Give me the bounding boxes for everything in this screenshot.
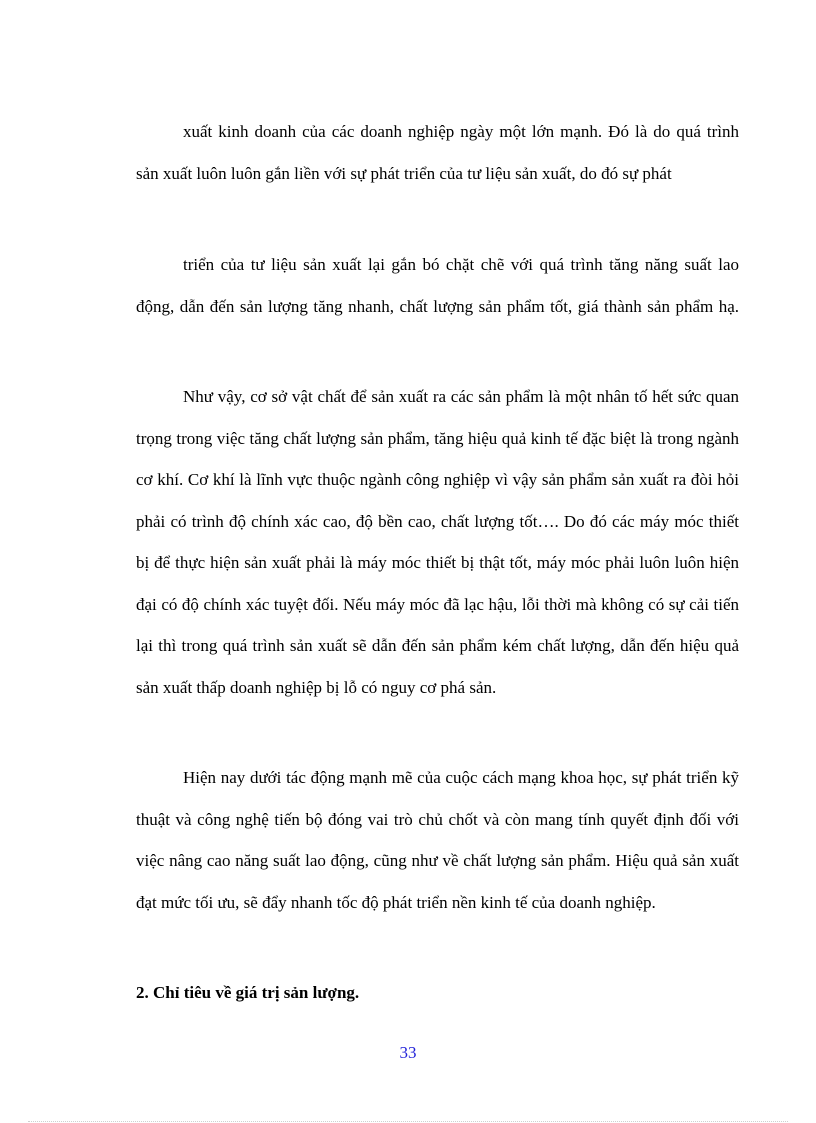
body-paragraph: Hiện nay dưới tác động mạnh mẽ của cuộc cách mạng khoa học, sự phát triển kỹ thuật và công nghệ tiến bộ đóng vai trò chủ chốt và còn mang tính quyết định đối với việc nâng cao năng suất lao động, cũng như về chất lượng sản phẩm. Hiệu quả sản xuất đạt mức tối ưu, sẽ đẩy nhanh tốc độ phát triển nền kinh tế của doanh nghiệp. (136, 768, 739, 912)
body-paragraph: xuất kinh doanh của các doanh nghiệp ngày một lớn mạnh. Đó là do quá trình sản xuất luôn luôn gắn liền với sự phát triển của tư liệu sản xuất, do đó sự phát (136, 122, 739, 183)
body-paragraph: triển của tư liệu sản xuất lại gắn bó chặt chẽ với quá trình tăng năng suất lao động, dẫn đến sản lượng tăng nhanh, chất lượng sản phẩm tốt, giá thành sản phẩm hạ. (136, 255, 739, 316)
paragraph-block-3 (136, 376, 739, 708)
paragraph-block-4 (136, 757, 739, 923)
page-bottom-divider (28, 1121, 788, 1122)
section-heading: 2. Chỉ tiêu về giá trị sản lượng. (136, 983, 360, 1002)
body-paragraph: Như vậy, cơ sở vật chất để sản xuất ra các sản phẩm là một nhân tố hết sức quan trọng trong việc tăng chất lượng sản phẩm, tăng hiệu quả kinh tế đặc biệt là trong ngành cơ khí. Cơ khí là lĩnh vực thuộc ngành công nghiệp vì vậy sản phẩm sản xuất ra đòi hỏi phải có trình độ chính xác cao, độ bền cao, chất lượng tốt…. Do đó các máy móc thiết bị để thực hiện sản xuất phải là máy móc thiết bị thật tốt, máy móc phải luôn luôn hiện đại có độ chính xác tuyệt đối. Nếu máy móc đã lạc hậu, lỗi thời mà không có sự cải tiến lại thì trong quá trình sản xuất sẽ dẫn đến sản phẩm kém chất lượng, dẫn đến hiệu quả sản xuất thấp doanh nghiệp bị lỗ có nguy cơ phá sản. (136, 387, 739, 697)
paragraph-block-1 (136, 111, 739, 194)
paragraph-block-2 (136, 244, 739, 327)
page-number: 33 (399, 1043, 417, 1062)
